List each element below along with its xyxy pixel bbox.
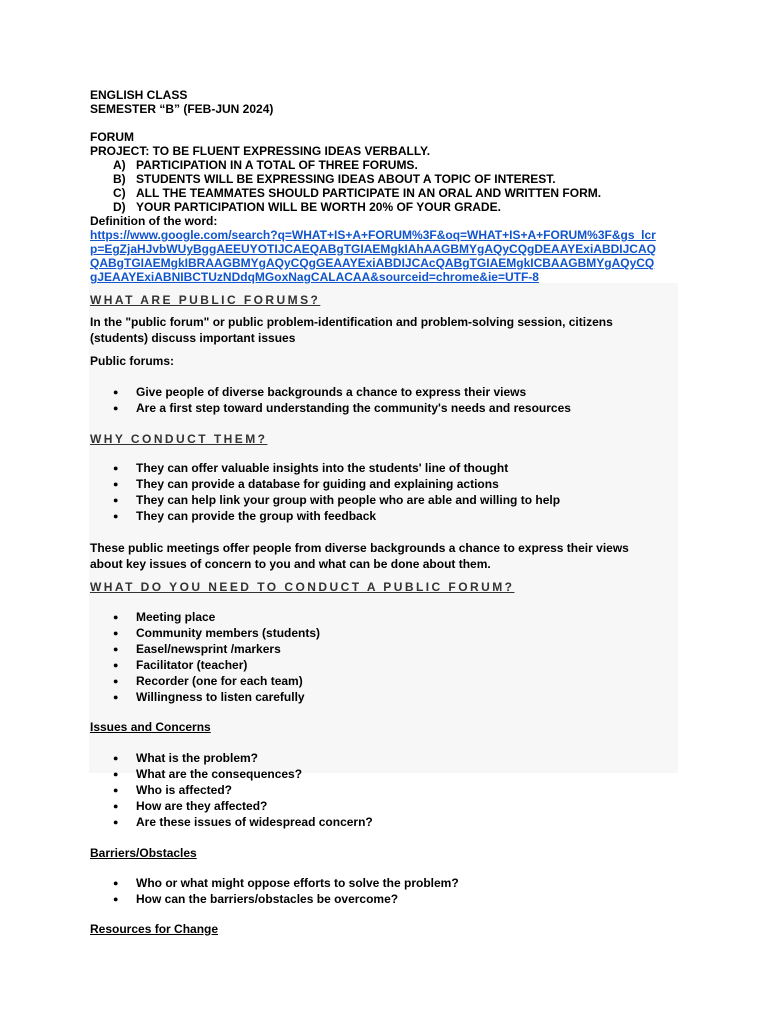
meetings-paragraph xyxy=(90,540,670,572)
bullet-icon: ● xyxy=(113,692,119,702)
requirement-letter: C) xyxy=(113,186,126,200)
bullet-icon: ● xyxy=(113,769,119,779)
project-line: PROJECT: TO BE FLUENT EXPRESSING IDEAS VERBALLY. xyxy=(90,144,431,158)
bullet-icon: ● xyxy=(113,644,119,654)
list-item-text: Recorder (one for each team) xyxy=(136,674,303,688)
bullet-icon: ● xyxy=(113,403,119,413)
class-title: ENGLISH CLASS xyxy=(90,88,188,102)
paragraph-line: These public meetings offer people from diverse backgrounds a chance to express their views xyxy=(90,541,629,555)
list-item xyxy=(113,799,267,813)
requirement-text: YOUR PARTICIPATION WILL BE WORTH 20% OF YOUR GRADE. xyxy=(136,200,501,214)
requirement-item xyxy=(113,186,601,200)
list-item-text: Willingness to listen carefully xyxy=(136,690,305,704)
list-item xyxy=(113,783,232,797)
bullet-icon: ● xyxy=(113,801,119,811)
definition-link-line[interactable]: QABgTGIAEMgkIBRAAGBMYgAQyCQgGEAAYExiABDIJCAcQABgTGIAEMgkICBAAGBMYgAQyCQ xyxy=(90,256,655,270)
list-item-text: They can offer valuable insights into the students' line of thought xyxy=(136,461,509,475)
bullet-icon: ● xyxy=(113,676,119,686)
list-item xyxy=(113,815,373,829)
requirement-text: STUDENTS WILL BE EXPRESSING IDEAS ABOUT A TOPIC OF INTEREST. xyxy=(136,172,556,186)
bullet-icon: ● xyxy=(113,479,119,489)
bullet-icon: ● xyxy=(113,753,119,763)
section-heading-what-are-public-forums: WHAT ARE PUBLIC FORUMS? xyxy=(90,293,321,307)
bullet-icon: ● xyxy=(113,894,119,904)
section-heading-why-conduct-them: WHY CONDUCT THEM? xyxy=(90,432,268,446)
list-item-text: How can the barriers/obstacles be overcome? xyxy=(136,892,399,906)
list-item xyxy=(113,642,281,656)
list-item-text: They can provide a database for guiding and explaining actions xyxy=(136,477,499,491)
requirement-item xyxy=(113,158,418,172)
bullet-icon: ● xyxy=(113,628,119,638)
requirement-letter: A) xyxy=(113,158,126,172)
definition-label: Definition of the word: xyxy=(90,214,218,228)
bullet-icon: ● xyxy=(113,387,119,397)
requirement-item xyxy=(113,172,556,186)
bullet-icon: ● xyxy=(113,511,119,521)
barriers-heading: Barriers/Obstacles xyxy=(90,846,197,860)
definition-link-line[interactable]: gJEAAYExiABNIBCTUzNDdqMGoxNagCALACAA&sourceid=chrome&ie=UTF-8 xyxy=(90,270,539,284)
list-item-text: How are they affected? xyxy=(136,799,268,813)
list-item xyxy=(113,876,459,890)
list-item xyxy=(113,385,526,399)
list-item xyxy=(113,767,302,781)
list-item-text: What are the consequences? xyxy=(136,767,303,781)
bullet-icon: ● xyxy=(113,817,119,827)
definition-link-line[interactable]: p=EgZjaHJvbWUyBggAEEUYOTIJCAEQABgTGIAEMgkIAhAAGBMYgAQyCQgDEAAYExiABDIJCAQ xyxy=(90,242,656,256)
list-item xyxy=(113,674,303,688)
list-item-text: Meeting place xyxy=(136,610,216,624)
list-item-text: Who or what might oppose efforts to solve the problem? xyxy=(136,876,459,890)
section-heading-what-do-you-need: WHAT DO YOU NEED TO CONDUCT A PUBLIC FORUM? xyxy=(90,580,515,594)
list-item xyxy=(113,626,320,640)
bullet-icon: ● xyxy=(113,463,119,473)
intro-paragraph xyxy=(90,314,670,346)
issues-heading: Issues and Concerns xyxy=(90,720,211,734)
bullet-icon: ● xyxy=(113,660,119,670)
paragraph-line: In the "public forum" or public problem-identification and problem-solving session, citizens xyxy=(90,315,613,329)
list-item xyxy=(113,509,376,523)
semester-line: SEMESTER “B” (FEB-JUN 2024) xyxy=(90,102,274,116)
list-item-text: Give people of diverse backgrounds a chance to express their views xyxy=(136,385,527,399)
list-item-text: They can help link your group with people who are able and willing to help xyxy=(136,493,561,507)
list-item xyxy=(113,892,398,906)
bullet-icon: ● xyxy=(113,495,119,505)
list-item-text: What is the problem? xyxy=(136,751,259,765)
bullet-icon: ● xyxy=(113,878,119,888)
list-item xyxy=(113,751,258,765)
list-item xyxy=(113,610,215,624)
public-forums-label: Public forums: xyxy=(90,354,175,368)
list-item-text: Facilitator (teacher) xyxy=(136,658,248,672)
resources-heading: Resources for Change xyxy=(90,922,219,936)
paragraph-line: about key issues of concern to you and what can be done about them. xyxy=(90,557,491,571)
list-item-text: Community members (students) xyxy=(136,626,321,640)
list-item xyxy=(113,658,247,672)
list-item-text: They can provide the group with feedback xyxy=(136,509,377,523)
list-item xyxy=(113,690,305,704)
list-item-text: Are these issues of widespread concern? xyxy=(136,815,373,829)
requirement-letter: B) xyxy=(113,172,126,186)
forum-label: FORUM xyxy=(90,130,134,144)
list-item-text: Are a first step toward understanding the community's needs and resources xyxy=(136,401,571,415)
list-item-text: Who is affected? xyxy=(136,783,233,797)
list-item xyxy=(113,461,508,475)
bullet-icon: ● xyxy=(113,785,119,795)
paragraph-line: (students) discuss important issues xyxy=(90,331,296,345)
definition-link-line[interactable]: https://www.google.com/search?q=WHAT+IS+A+FORUM%3F&oq=WHAT+IS+A+FORUM%3F&gs_lcr xyxy=(90,228,656,242)
list-item-text: Easel/newsprint /markers xyxy=(136,642,281,656)
list-item xyxy=(113,493,560,507)
requirement-text: ALL THE TEAMMATES SHOULD PARTICIPATE IN AN ORAL AND WRITTEN FORM. xyxy=(136,186,602,200)
requirement-letter: D) xyxy=(113,200,126,214)
list-item xyxy=(113,401,571,415)
list-item xyxy=(113,477,499,491)
bullet-icon: ● xyxy=(113,612,119,622)
requirement-text: PARTICIPATION IN A TOTAL OF THREE FORUMS. xyxy=(136,158,418,172)
requirement-item xyxy=(113,200,501,214)
